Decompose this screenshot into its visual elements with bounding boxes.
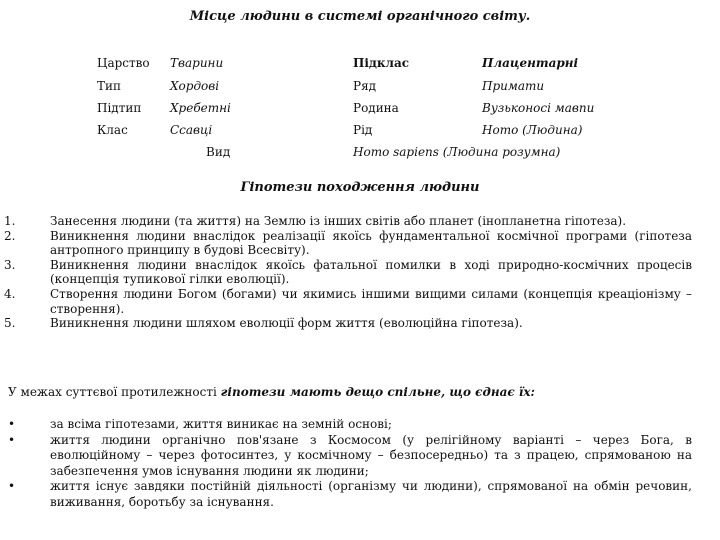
taxonomy-value-species: Homo sapiens (Людина розумна) xyxy=(353,145,561,159)
common-features-list xyxy=(0,417,692,511)
hypotheses-list xyxy=(0,214,692,331)
list-text: життя існує завдяки постійній діяльності (організму чи людини), спрямованої на обмін речовин, виживання, боротьбу за існування. xyxy=(50,479,692,509)
taxonomy-label-subclass: Підклас xyxy=(353,56,410,70)
list-number: 4. xyxy=(4,286,16,301)
page-title: Місце людини в системі органічного світу. xyxy=(189,9,531,24)
taxonomy-label-kingdom: Царство xyxy=(97,56,150,70)
list-item xyxy=(4,286,692,316)
list-text: Виникнення людини шляхом еволюції форм життя (еволюційна гіпотеза). xyxy=(50,316,523,331)
list-number: 5. xyxy=(4,316,16,331)
summary-prefix: У межах суттєвої протилежності xyxy=(8,385,221,399)
taxonomy-label-order: Ряд xyxy=(353,79,377,93)
taxonomy-value-family: Вузьконосі мавпи xyxy=(482,101,595,115)
list-item xyxy=(4,257,692,287)
list-text: за всіма гіпотезами, життя виникає на земній основі; xyxy=(50,417,392,431)
bullet-icon: • xyxy=(8,479,16,494)
list-text: життя людини органічно пов'язане з Космосом (у релігійному варіанті – через Бога, в еволюційному – через фотосинтез, у космічному – безпосередньо) та з працею, спрямованою на забезпечення умов існування людини як людини; xyxy=(50,432,692,478)
taxonomy-value-genus: Homo (Людина) xyxy=(482,123,583,137)
list-text: Занесення людини (та життя) на Землю із інших світів або планет (інопланетна гіпотеза). xyxy=(50,214,627,228)
taxonomy-label-phylum: Тип xyxy=(97,79,121,93)
list-number: 3. xyxy=(4,257,16,272)
taxonomy-value-class: Ссавці xyxy=(170,123,213,137)
taxonomy-value-kingdom: Тварини xyxy=(170,56,224,70)
taxonomy-value-phylum: Хордові xyxy=(170,79,220,93)
summary-emphasis: гіпотези мають дещо спільне, що єднає їх: xyxy=(220,385,535,399)
summary-line xyxy=(8,385,708,400)
list-item xyxy=(4,214,692,229)
taxonomy-label-family: Родина xyxy=(353,101,399,115)
list-item xyxy=(8,479,692,510)
taxonomy-value-subphylum: Хребетні xyxy=(170,101,231,115)
taxonomy-label-class: Клас xyxy=(97,123,128,137)
list-text: Виникнення людини внаслідок реалізації якоїсь фундаментальної космічної програми (гіпотеза антропного принципу в будові Всесвіту). xyxy=(50,228,692,258)
list-number: 1. xyxy=(4,214,16,228)
list-item xyxy=(4,316,692,331)
list-text: Виникнення людини внаслідок якоїсь фатальної помилки в ході природно-космічних процесів (концепція тупикової гілки еволюції). xyxy=(50,257,692,287)
list-item xyxy=(8,432,692,480)
bullet-icon: • xyxy=(8,432,16,447)
list-item xyxy=(8,417,692,433)
taxonomy-label-subphylum: Підтип xyxy=(97,101,142,115)
taxonomy-label-genus: Рід xyxy=(353,123,373,137)
list-item xyxy=(4,228,692,258)
list-text: Створення людини Богом (богами) чи якимись іншими вищими силами (концепція креаціонізму – створення). xyxy=(50,286,692,316)
list-number: 2. xyxy=(4,228,16,243)
taxonomy-value-order: Примати xyxy=(482,79,545,93)
taxonomy-value-subclass: Плацентарні xyxy=(482,56,579,70)
taxonomy-label-species: Вид xyxy=(206,145,231,159)
hypotheses-title: Гіпотези походження людини xyxy=(240,180,480,195)
bullet-icon: • xyxy=(8,417,16,431)
